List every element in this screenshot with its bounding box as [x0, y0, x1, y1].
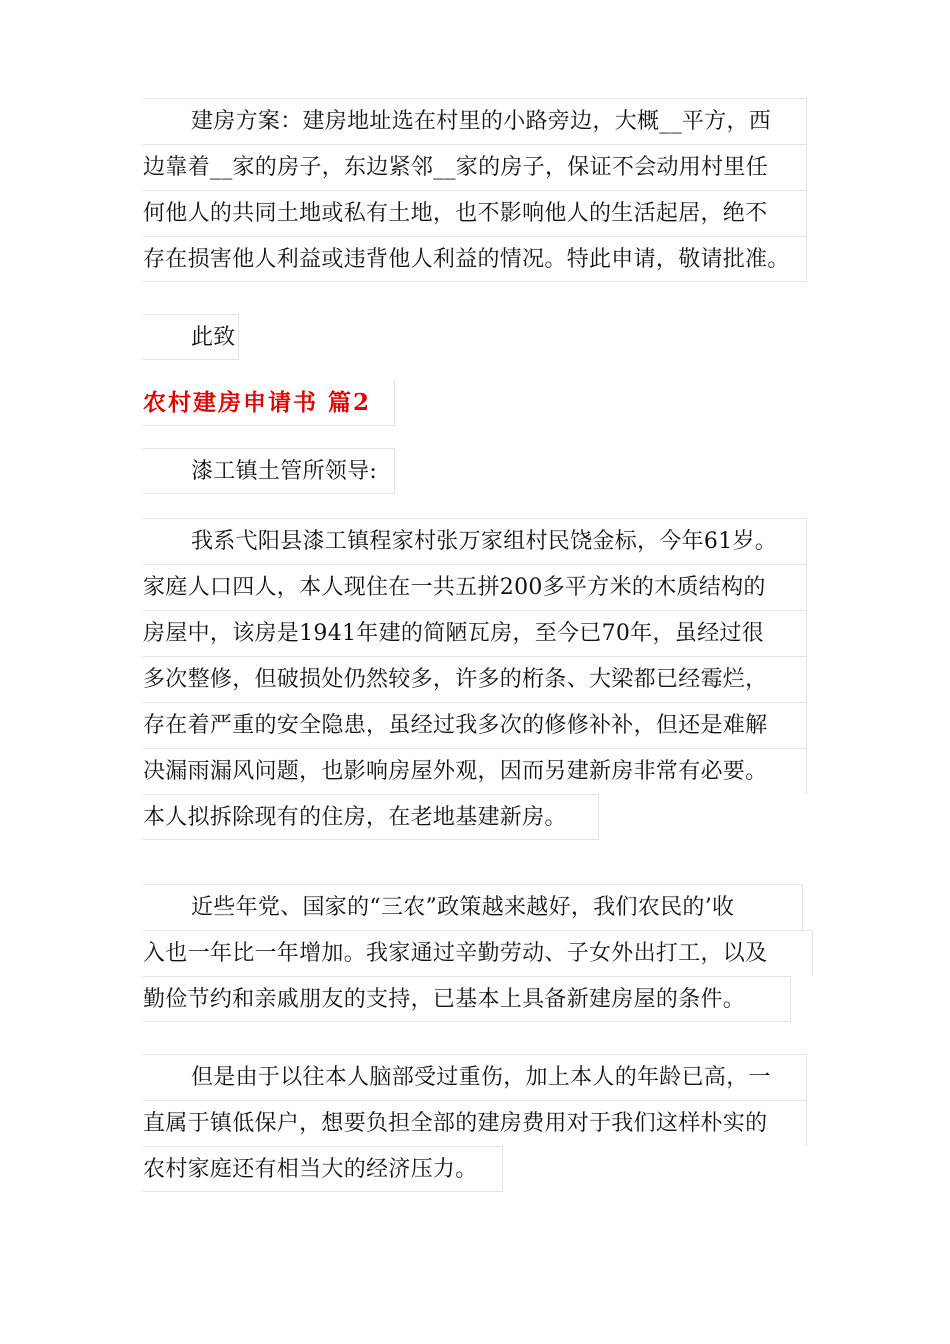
paragraph-line: 勤俭节约和亲戚朋友的支持，已基本上具备新建房屋的条件。	[143, 976, 791, 1022]
paragraph-line: 入也一年比一年增加。我家通过辛勤劳动、子女外出打工，以及	[143, 930, 813, 976]
paragraph-line: 直属于镇低保户，想要负担全部的建房费用对于我们这样朴实的	[143, 1100, 807, 1146]
salutation-text: 漆工镇土管所领导:	[143, 448, 395, 494]
paragraph-line: 多次整修，但破损处仍然较多，许多的桁条、大梁都已经霉烂，	[143, 656, 807, 702]
paragraph-line: 家庭人口四人，本人现住在一共五拼200多平方米的木质结构的	[143, 564, 807, 610]
paragraph-line: 但是由于以往本人脑部受过重伤，加上本人的年龄已高，一	[143, 1054, 807, 1100]
paragraph-line: 近些年党、国家的“三农”政策越来越好，我们农民的’收	[143, 884, 803, 930]
paragraph-line: 存在着严重的安全隐患，虽经过我多次的修修补补，但还是难解	[143, 702, 807, 748]
paragraph-line: 边靠着__家的房子，东边紧邻__家的房子，保证不会动用村里任	[143, 144, 807, 190]
section-heading: 农村建房申请书 篇2	[143, 380, 395, 426]
paragraph-line: 本人拟拆除现有的住房，在老地基建新房。	[143, 794, 599, 840]
paragraph-line: 存在损害他人利益或违背他人利益的情况。特此申请，敬请批准。	[143, 236, 807, 282]
paragraph-line: 何他人的共同土地或私有土地，也不影响他人的生活起居，绝不	[143, 190, 807, 236]
paragraph-line: 房屋中，该房是1941年建的简陋瓦房，至今已70年，虽经过很	[143, 610, 807, 656]
paragraph-line: 决漏雨漏风问题，也影响房屋外观，因而另建新房非常有必要。	[143, 748, 807, 794]
closing-text: 此致	[143, 314, 239, 360]
paragraph-line: 建房方案：建房地址选在村里的小路旁边，大概__平方，西	[143, 98, 807, 144]
paragraph-line: 农村家庭还有相当大的经济压力。	[143, 1146, 503, 1192]
paragraph-line: 我系弋阳县漆工镇程家村张万家组村民饶金标，今年61岁。	[143, 518, 807, 564]
